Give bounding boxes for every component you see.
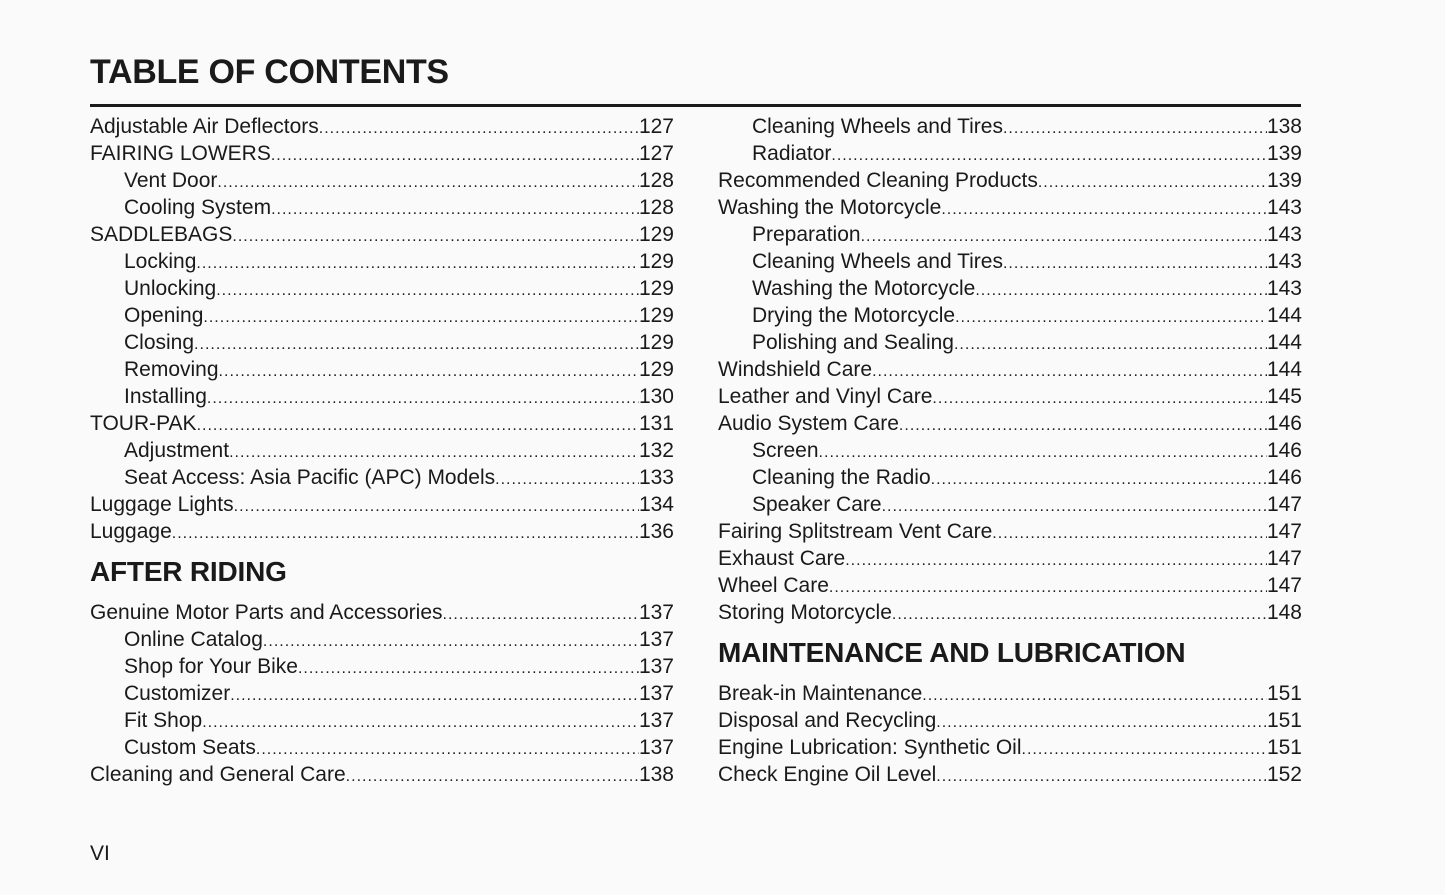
toc-entry-label: Online Catalog — [124, 628, 263, 651]
toc-entry[interactable] — [90, 356, 674, 383]
toc-entry[interactable] — [90, 680, 674, 707]
page-number: VI — [90, 842, 110, 865]
toc-entry[interactable] — [718, 410, 1302, 437]
dot-leader — [955, 304, 1267, 331]
toc-entry[interactable] — [90, 140, 674, 167]
toc-entry-label: Polishing and Sealing — [752, 331, 954, 354]
toc-entry-label: Vent Door — [124, 169, 218, 192]
dot-leader — [831, 142, 1267, 169]
dot-leader — [217, 169, 639, 196]
toc-entry-page-number: 151 — [1266, 709, 1302, 732]
toc-entry-label: Adjustable Air Deflectors — [90, 115, 319, 138]
toc-entry[interactable] — [718, 734, 1302, 761]
toc-entry-page-number: 139 — [1266, 142, 1302, 165]
dot-leader — [845, 547, 1267, 574]
toc-entry-label: TOUR-PAK — [90, 412, 197, 435]
toc-entry[interactable] — [90, 275, 674, 302]
section-heading-after-riding: AFTER RIDING — [90, 556, 287, 587]
toc-entry[interactable] — [90, 248, 674, 275]
dot-leader — [194, 331, 639, 358]
dot-leader — [932, 385, 1267, 412]
dot-leader — [1022, 736, 1267, 763]
toc-entry-page-number: 128 — [638, 169, 674, 192]
dot-leader — [941, 196, 1267, 223]
toc-entry-label: Luggage — [90, 520, 172, 543]
toc-entry-label: Closing — [124, 331, 195, 354]
toc-entry[interactable] — [718, 707, 1302, 734]
toc-entry-label: Cooling System — [124, 196, 272, 219]
toc-entry[interactable] — [718, 491, 1302, 518]
dot-leader — [232, 223, 639, 250]
toc-entry[interactable] — [718, 167, 1302, 194]
toc-entry-label: Customizer — [124, 682, 231, 705]
toc-entry-page-number: 151 — [1266, 736, 1302, 759]
dot-leader — [931, 466, 1267, 493]
toc-entry-label: Locking — [124, 250, 197, 273]
dot-leader — [872, 358, 1267, 385]
dot-leader — [263, 628, 639, 655]
toc-entry-page-number: 147 — [1266, 547, 1302, 570]
toc-entry-page-number: 143 — [1266, 196, 1302, 219]
toc-entry-page-number: 144 — [1266, 331, 1302, 354]
toc-entry[interactable] — [90, 761, 674, 788]
toc-entry-page-number: 152 — [1266, 763, 1302, 786]
toc-entry[interactable] — [90, 599, 674, 626]
dot-leader — [829, 574, 1267, 601]
toc-entry[interactable] — [718, 140, 1302, 167]
toc-entry[interactable] — [90, 464, 674, 491]
toc-entry-label: SADDLEBAGS — [90, 223, 233, 246]
toc-entry-label: Adjustment — [124, 439, 230, 462]
toc-entry-label: Preparation — [752, 223, 861, 246]
toc-entry-page-number: 131 — [638, 412, 674, 435]
dot-leader — [975, 277, 1267, 304]
dot-leader — [892, 601, 1267, 628]
toc-entry[interactable] — [718, 248, 1302, 275]
dot-leader — [319, 115, 639, 142]
toc-entry-label: Recommended Cleaning Products — [718, 169, 1038, 192]
toc-entry-page-number: 127 — [638, 142, 674, 165]
dot-leader — [230, 682, 639, 709]
toc-entry[interactable] — [90, 167, 674, 194]
toc-entry-page-number: 129 — [638, 304, 674, 327]
dot-leader — [495, 466, 639, 493]
dot-leader — [1003, 250, 1267, 277]
toc-entry-page-number: 137 — [638, 628, 674, 651]
toc-entry-page-number: 143 — [1266, 223, 1302, 246]
page-title: TABLE OF CONTENTS — [90, 53, 449, 91]
toc-entry[interactable] — [718, 329, 1302, 356]
toc-entry[interactable] — [90, 734, 674, 761]
toc-entry[interactable] — [718, 464, 1302, 491]
dot-leader — [1038, 169, 1267, 196]
toc-entry[interactable] — [718, 545, 1302, 572]
toc-entry-label: Cleaning Wheels and Tires — [752, 250, 1003, 273]
toc-entry-page-number: 132 — [638, 439, 674, 462]
dot-leader — [819, 439, 1267, 466]
toc-entry-label: Engine Lubrication: Synthetic Oil — [718, 736, 1022, 759]
toc-entry-page-number: 146 — [1266, 439, 1302, 462]
toc-entry[interactable] — [90, 194, 674, 221]
toc-entry[interactable] — [90, 626, 674, 653]
dot-leader — [207, 385, 639, 412]
toc-entry-page-number: 134 — [638, 493, 674, 516]
toc-entry-label: Screen — [752, 439, 819, 462]
toc-entry[interactable] — [718, 356, 1302, 383]
title-divider — [90, 104, 1301, 107]
toc-entry[interactable] — [90, 383, 674, 410]
toc-entry-label: Cleaning Wheels and Tires — [752, 115, 1003, 138]
dot-leader — [954, 331, 1267, 358]
toc-entry[interactable] — [90, 707, 674, 734]
toc-entry-page-number: 146 — [1266, 412, 1302, 435]
toc-entry-list — [718, 680, 1302, 788]
toc-entry-page-number: 143 — [1266, 277, 1302, 300]
toc-entry-page-number: 138 — [1266, 115, 1302, 138]
toc-entry[interactable] — [718, 680, 1302, 707]
dot-leader — [992, 520, 1267, 547]
dot-leader — [1003, 115, 1267, 142]
toc-entry[interactable] — [90, 113, 674, 140]
toc-entry[interactable] — [718, 599, 1302, 626]
dot-leader — [256, 736, 639, 763]
dot-leader — [936, 763, 1267, 790]
toc-entry-label: Shop for Your Bike — [124, 655, 298, 678]
section-heading-maintenance-and-lubrication: MAINTENANCE AND LUBRICATION — [718, 637, 1186, 668]
toc-entry[interactable] — [718, 113, 1302, 140]
toc-entry-label: Unlocking — [124, 277, 217, 300]
toc-entry-label: Genuine Motor Parts and Accessories — [90, 601, 443, 624]
toc-entry-label: Disposal and Recycling — [718, 709, 937, 732]
toc-right-column — [718, 113, 1302, 788]
toc-entry-page-number: 128 — [638, 196, 674, 219]
toc-entry-label: Storing Motorcycle — [718, 601, 892, 624]
toc-entry-page-number: 145 — [1266, 385, 1302, 408]
toc-entry-label: Removing — [124, 358, 219, 381]
dot-leader — [346, 763, 639, 790]
toc-entry-page-number: 129 — [638, 358, 674, 381]
toc-entry-label: Opening — [124, 304, 204, 327]
dot-leader — [271, 142, 639, 169]
toc-entry-label: Wheel Care — [718, 574, 829, 597]
toc-entry-page-number: 127 — [638, 115, 674, 138]
dot-leader — [443, 601, 639, 628]
toc-entry-page-number: 147 — [1266, 574, 1302, 597]
toc-entry-page-number: 133 — [638, 466, 674, 489]
toc-entry-label: Cleaning the Radio — [752, 466, 931, 489]
toc-entry-page-number: 136 — [638, 520, 674, 543]
toc-entry[interactable] — [90, 518, 674, 545]
toc-entry-page-number: 138 — [638, 763, 674, 786]
toc-left-column — [90, 113, 674, 788]
toc-entry-page-number: 151 — [1266, 682, 1302, 705]
toc-entry-page-number: 147 — [1266, 520, 1302, 543]
toc-entry-label: Drying the Motorcycle — [752, 304, 956, 327]
toc-entry[interactable] — [718, 275, 1302, 302]
toc-entry[interactable] — [90, 410, 674, 437]
toc-entry-list — [90, 599, 674, 788]
toc-entry[interactable] — [90, 653, 674, 680]
toc-entry-label: Break-in Maintenance — [718, 682, 923, 705]
toc-entry-page-number: 146 — [1266, 466, 1302, 489]
toc-entry-label: Fairing Splitstream Vent Care — [718, 520, 993, 543]
dot-leader — [882, 493, 1267, 520]
toc-entry[interactable] — [718, 383, 1302, 410]
toc-entry-label: Fit Shop — [124, 709, 203, 732]
toc-entry[interactable] — [90, 491, 674, 518]
dot-leader — [936, 709, 1267, 736]
toc-entry-label: Washing the Motorcycle — [718, 196, 942, 219]
dot-leader — [922, 682, 1267, 709]
toc-entry-page-number: 130 — [638, 385, 674, 408]
toc-entry-list — [90, 113, 674, 545]
toc-entry[interactable] — [718, 302, 1302, 329]
toc-entry-label: Radiator — [752, 142, 832, 165]
dot-leader — [196, 250, 639, 277]
toc-entry-label: Audio System Care — [718, 412, 899, 435]
toc-entry-page-number: 137 — [638, 655, 674, 678]
toc-entry-label: Custom Seats — [124, 736, 256, 759]
toc-entry-list — [718, 113, 1302, 626]
dot-leader — [234, 493, 639, 520]
toc-entry-label: Speaker Care — [752, 493, 882, 516]
toc-entry-page-number: 137 — [638, 736, 674, 759]
toc-entry[interactable] — [90, 437, 674, 464]
dot-leader — [197, 412, 639, 439]
toc-entry-page-number: 148 — [1266, 601, 1302, 624]
toc-entry-label: Windshield Care — [718, 358, 873, 381]
dot-leader — [216, 277, 639, 304]
toc-entry-page-number: 129 — [638, 277, 674, 300]
dot-leader — [271, 196, 639, 223]
toc-entry[interactable] — [718, 194, 1302, 221]
toc-entry-page-number: 137 — [638, 682, 674, 705]
toc-entry-page-number: 147 — [1266, 493, 1302, 516]
toc-entry-label: FAIRING LOWERS — [90, 142, 271, 165]
toc-entry-label: Leather and Vinyl Care — [718, 385, 933, 408]
dot-leader — [203, 304, 639, 331]
toc-entry[interactable] — [90, 221, 674, 248]
toc-entry-page-number: 143 — [1266, 250, 1302, 273]
toc-entry[interactable] — [718, 761, 1302, 788]
toc-entry-page-number: 139 — [1266, 169, 1302, 192]
dot-leader — [899, 412, 1267, 439]
toc-entry-page-number: 129 — [638, 331, 674, 354]
toc-entry-label: Check Engine Oil Level — [718, 763, 937, 786]
toc-entry-label: Installing — [124, 385, 207, 408]
dot-leader — [172, 520, 639, 547]
toc-entry-label: Cleaning and General Care — [90, 763, 346, 786]
toc-entry[interactable] — [90, 302, 674, 329]
toc-entry-label: Exhaust Care — [718, 547, 846, 570]
toc-entry[interactable] — [718, 518, 1302, 545]
toc-entry-page-number: 144 — [1266, 358, 1302, 381]
dot-leader — [298, 655, 639, 682]
toc-entry-page-number: 129 — [638, 223, 674, 246]
toc-entry-page-number: 129 — [638, 250, 674, 273]
toc-entry-page-number: 144 — [1266, 304, 1302, 327]
toc-entry[interactable] — [718, 572, 1302, 599]
dot-leader — [861, 223, 1267, 250]
toc-entry-label: Luggage Lights — [90, 493, 234, 516]
toc-entry-page-number: 137 — [638, 709, 674, 732]
toc-entry[interactable] — [90, 329, 674, 356]
dot-leader — [202, 709, 639, 736]
toc-entry-label: Seat Access: Asia Pacific (APC) Models — [124, 466, 496, 489]
toc-entry-label: Washing the Motorcycle — [752, 277, 976, 300]
toc-entry[interactable] — [718, 437, 1302, 464]
dot-leader — [219, 358, 639, 385]
toc-entry[interactable] — [718, 221, 1302, 248]
toc-entry-page-number: 137 — [638, 601, 674, 624]
dot-leader — [229, 439, 639, 466]
